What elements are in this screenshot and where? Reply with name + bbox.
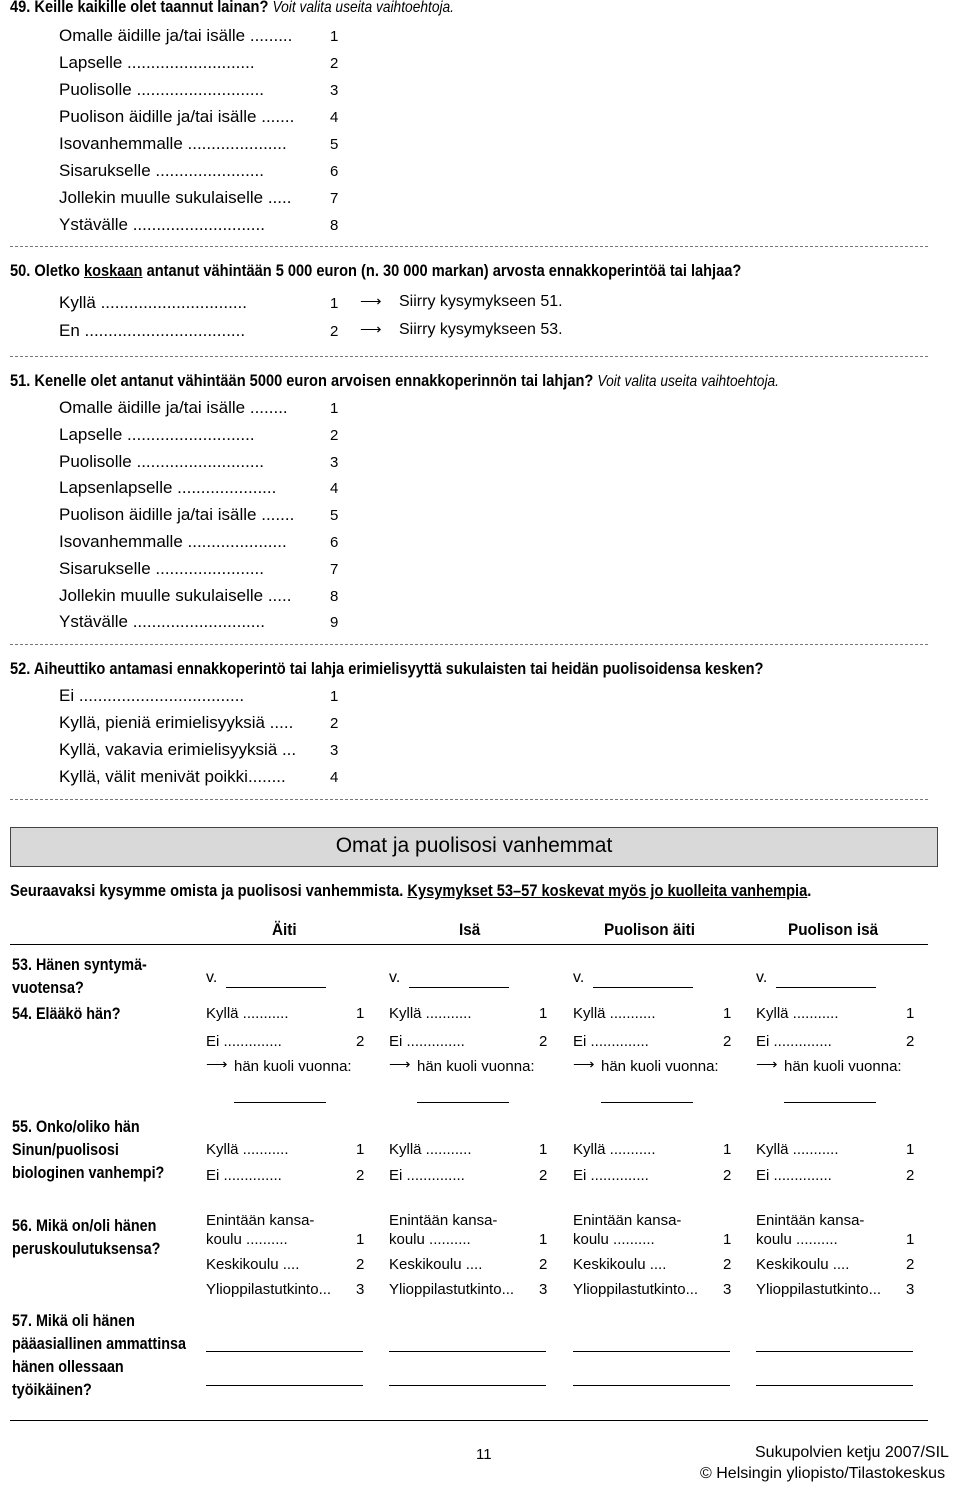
section-header	[10, 827, 938, 867]
option-code[interactable]: 2	[330, 55, 339, 72]
separator	[10, 356, 928, 357]
education-option-1-line1: Enintään kansa-	[756, 1212, 865, 1229]
option-code[interactable]: 8	[330, 217, 339, 234]
q49-heading	[10, 0, 454, 17]
option-code[interactable]: 1	[330, 295, 339, 312]
table-top-rule	[10, 944, 928, 945]
education-option-2: Keskikoulu ....	[756, 1256, 850, 1273]
education-option-1-line2: koulu ..........	[206, 1231, 288, 1248]
birth-year-field[interactable]	[593, 987, 693, 988]
q50-number: 50.	[10, 261, 31, 280]
arrow-right-icon: ⟶	[756, 1056, 778, 1073]
option-label: Puolison äidille ja/tai isälle .......	[59, 107, 295, 126]
column-header-spouse-mother: Puolison äiti	[604, 920, 695, 939]
alive-yes-label: Kyllä ...........	[206, 1005, 289, 1022]
separator	[10, 644, 928, 645]
died-year-field[interactable]	[417, 1102, 509, 1103]
birth-year-prefix: v.	[756, 969, 768, 986]
option-label: Kyllä, välit menivät poikki........	[59, 767, 286, 786]
education-code-1[interactable]: 1	[356, 1231, 365, 1248]
alive-yes-label: Kyllä ...........	[573, 1005, 656, 1022]
died-year-label: hän kuoli vuonna:	[417, 1058, 535, 1075]
option-code[interactable]: 7	[330, 190, 339, 207]
q50-underlined: koskaan	[83, 261, 143, 280]
education-option-3: Ylioppilastutkinto...	[573, 1281, 699, 1298]
biological-yes-code[interactable]: 1	[539, 1141, 548, 1158]
option-label: Lapselle ...........................	[59, 424, 255, 444]
education-option-3: Ylioppilastutkinto...	[206, 1281, 332, 1298]
option-label: Ystävälle ............................	[59, 215, 265, 234]
arrow-right-icon: ⟶	[573, 1056, 595, 1073]
occupation-field-1[interactable]	[206, 1351, 363, 1352]
birth-year-prefix: v.	[573, 969, 585, 986]
option-code[interactable]: 6	[330, 534, 339, 551]
education-option-3: Ylioppilastutkinto...	[756, 1281, 882, 1298]
biological-no-label: Ei ..............	[756, 1167, 832, 1184]
section-header-title: Omat ja puolisosi vanhemmat	[335, 834, 613, 857]
education-option-2: Keskikoulu ....	[389, 1256, 483, 1273]
option-code[interactable]: 1	[330, 688, 339, 705]
option-label: Isovanhemmalle .....................	[59, 134, 287, 153]
q57-label: 57. Mikä oli hänen pääasiallinen ammattinsa hänen ollessaan työikäinen?	[12, 1312, 186, 1399]
intro-text	[10, 881, 811, 901]
alive-no-label: Ei ..............	[206, 1033, 282, 1050]
education-option-1-line1: Enintään kansa-	[206, 1212, 315, 1229]
q51-number: 51.	[10, 371, 31, 390]
q50-pre: Oletko	[34, 261, 80, 280]
column-header-father: Isä	[459, 920, 481, 939]
alive-no-label: Ei ..............	[573, 1033, 649, 1050]
option-label: Ei ...................................	[59, 686, 245, 705]
birth-year-field[interactable]	[776, 987, 876, 988]
birth-year-prefix: v.	[389, 969, 401, 986]
occupation-field-1[interactable]	[573, 1351, 730, 1352]
birth-year-field[interactable]	[226, 987, 326, 988]
biological-no-label: Ei ..............	[573, 1167, 649, 1184]
option-code[interactable]: 3	[330, 453, 339, 471]
q51-text: Kenelle olet antanut vähintään 5000 euron arvoisen ennakkoperinnön tai lahjan?	[34, 371, 594, 390]
education-code-2[interactable]: 2	[356, 1256, 365, 1273]
arrow-right-icon: ⟶	[360, 321, 382, 338]
intro-end: .	[807, 881, 812, 900]
option-label: Lapsenlapselle .....................	[59, 478, 277, 498]
separator	[10, 246, 928, 247]
died-year-field[interactable]	[601, 1102, 693, 1103]
option-label: Kyllä, vakavia erimielisyyksiä ...	[59, 740, 297, 759]
column-header-spouse-father: Puolison isä	[788, 920, 879, 939]
occupation-field-1[interactable]	[389, 1351, 546, 1352]
alive-no-label: Ei ..............	[756, 1033, 832, 1050]
education-code-3[interactable]: 3	[723, 1281, 732, 1298]
option-label: Jollekin muulle sukulaiselle .....	[59, 585, 292, 605]
education-code-1[interactable]: 1	[906, 1231, 915, 1248]
option-label: Puolison äidille ja/tai isälle .......	[59, 505, 295, 525]
option-code[interactable]: 2	[330, 426, 339, 444]
skip-instruction: Siirry kysymykseen 53.	[399, 321, 563, 338]
option-label: Sisarukselle .......................	[59, 161, 265, 180]
biological-yes-label: Kyllä ...........	[756, 1141, 839, 1158]
option-code[interactable]: 4	[330, 769, 339, 786]
page-number: 11	[476, 1446, 492, 1463]
skip-instruction: Siirry kysymykseen 51.	[399, 293, 563, 310]
option-code[interactable]: 5	[330, 507, 339, 525]
occupation-field-2[interactable]	[206, 1385, 363, 1386]
intro-plain: Seuraavaksi kysymme omista ja puolisosi vanhemmista.	[10, 881, 404, 900]
biological-no-label: Ei ..............	[206, 1167, 282, 1184]
q55-label: 55. Onko/oliko hän Sinun/puolisosi biologinen vanhempi?	[12, 1118, 165, 1182]
option-code[interactable]: 2	[330, 323, 339, 340]
option-label: Jollekin muulle sukulaiselle .....	[59, 188, 292, 207]
q54-label: 54. Elääkö hän?	[12, 1005, 121, 1023]
q53-label: 53. Hänen syntymä-vuotensa?	[12, 956, 147, 997]
education-option-1-line2: koulu ..........	[389, 1231, 471, 1248]
alive-no-code[interactable]: 2	[723, 1033, 732, 1050]
biological-yes-label: Kyllä ...........	[206, 1141, 289, 1158]
education-code-1[interactable]: 1	[723, 1231, 732, 1248]
q50-post: antanut vähintään 5 000 euron (n. 30 000 markan) arvosta ennakkoperintöä tai lahjaa?	[146, 261, 742, 280]
died-year-field[interactable]	[784, 1102, 876, 1103]
education-code-3[interactable]: 3	[539, 1281, 548, 1298]
alive-no-label: Ei ..............	[389, 1033, 465, 1050]
education-code-3[interactable]: 3	[906, 1281, 915, 1298]
option-code[interactable]: 6	[330, 163, 339, 180]
died-year-label: hän kuoli vuonna:	[784, 1058, 902, 1075]
education-option-2: Keskikoulu ....	[206, 1256, 300, 1273]
died-year-label: hän kuoli vuonna:	[234, 1058, 352, 1075]
q49-note: Voit valita useita vaihtoehtoja.	[272, 0, 455, 16]
alive-yes-label: Kyllä ...........	[389, 1005, 472, 1022]
education-option-1-line2: koulu ..........	[573, 1231, 655, 1248]
biological-yes-label: Kyllä ...........	[573, 1141, 656, 1158]
table-bottom-rule	[10, 1420, 928, 1421]
occupation-field-1[interactable]	[756, 1351, 913, 1352]
arrow-right-icon: ⟶	[206, 1056, 228, 1073]
option-code[interactable]: 8	[330, 587, 339, 605]
alive-no-code[interactable]: 2	[539, 1033, 548, 1050]
q49-number: 49.	[10, 0, 31, 16]
footer-copyright: © Helsingin yliopisto/Tilastokeskus	[700, 1465, 946, 1482]
option-label: Lapselle ...........................	[59, 53, 255, 72]
option-code[interactable]: 3	[330, 82, 339, 99]
alive-yes-label: Kyllä ...........	[756, 1005, 839, 1022]
biological-no-code[interactable]: 2	[356, 1167, 365, 1184]
footer-title: Sukupolvien ketju 2007/SIL	[755, 1444, 949, 1461]
occupation-field-2[interactable]	[573, 1385, 730, 1386]
education-option-2: Keskikoulu ....	[573, 1256, 667, 1273]
alive-yes-code[interactable]: 1	[356, 1005, 365, 1022]
arrow-right-icon: ⟶	[360, 293, 382, 310]
separator	[10, 799, 928, 800]
alive-no-code[interactable]: 2	[906, 1033, 915, 1050]
option-code[interactable]: 3	[330, 742, 339, 759]
intro-underlined: Kysymykset 53–57 koskevat myös jo kuolleita vanhempia	[407, 881, 808, 900]
biological-yes-label: Kyllä ...........	[389, 1141, 472, 1158]
option-label: Kyllä ...............................	[59, 293, 247, 312]
option-label: Omalle äidille ja/tai isälle ........	[59, 398, 288, 417]
alive-yes-code[interactable]: 1	[539, 1005, 548, 1022]
birth-year-field[interactable]	[409, 987, 509, 988]
education-code-3[interactable]: 3	[356, 1281, 365, 1298]
option-label: Puolisolle ...........................	[59, 451, 265, 471]
option-code[interactable]: 4	[330, 109, 339, 126]
biological-no-code[interactable]: 2	[539, 1167, 548, 1184]
died-year-label: hän kuoli vuonna:	[601, 1058, 719, 1075]
q50-heading	[10, 261, 741, 281]
q52-number: 52.	[10, 659, 31, 678]
option-label: En ..................................	[59, 321, 246, 340]
option-code[interactable]: 4	[330, 480, 339, 498]
option-label: Ystävälle ............................	[59, 612, 265, 632]
biological-no-label: Ei ..............	[389, 1167, 465, 1184]
education-option-1-line1: Enintään kansa-	[573, 1212, 682, 1229]
q56-label: 56. Mikä on/oli hänen peruskoulutuksensa?	[12, 1217, 161, 1258]
education-code-2[interactable]: 2	[906, 1256, 915, 1273]
option-code[interactable]: 7	[330, 560, 339, 578]
q52-heading	[10, 659, 763, 679]
q49-text: Keille kaikille olet taannut lainan?	[34, 0, 269, 16]
option-label: Sisarukselle .......................	[59, 558, 265, 578]
option-code[interactable]: 5	[330, 136, 339, 153]
biological-yes-code[interactable]: 1	[723, 1141, 732, 1158]
option-code[interactable]: 1	[330, 400, 339, 417]
education-code-1[interactable]: 1	[539, 1231, 548, 1248]
option-code[interactable]: 9	[330, 614, 339, 632]
column-header-mother: Äiti	[272, 920, 297, 939]
died-year-field[interactable]	[234, 1102, 326, 1103]
biological-no-code[interactable]: 2	[906, 1167, 915, 1184]
option-code[interactable]: 1	[330, 28, 339, 45]
option-label: Isovanhemmalle .....................	[59, 532, 287, 551]
q51-heading	[10, 371, 779, 391]
biological-yes-code[interactable]: 1	[356, 1141, 365, 1158]
education-option-1-line1: Enintään kansa-	[389, 1212, 498, 1229]
alive-no-code[interactable]: 2	[356, 1033, 365, 1050]
option-label: Omalle äidille ja/tai isälle .........	[59, 26, 293, 45]
occupation-field-2[interactable]	[389, 1385, 546, 1386]
education-option-3: Ylioppilastutkinto...	[389, 1281, 515, 1298]
option-label: Puolisolle ...........................	[59, 80, 265, 99]
q51-note: Voit valita useita vaihtoehtoja.	[597, 373, 779, 390]
biological-no-code[interactable]: 2	[723, 1167, 732, 1184]
birth-year-prefix: v.	[206, 969, 218, 986]
arrow-right-icon: ⟶	[389, 1056, 411, 1073]
option-code[interactable]: 2	[330, 715, 339, 732]
alive-yes-code[interactable]: 1	[723, 1005, 732, 1022]
education-code-2[interactable]: 2	[539, 1256, 548, 1273]
occupation-field-2[interactable]	[756, 1385, 913, 1386]
option-label: Kyllä, pieniä erimielisyyksiä .....	[59, 713, 294, 732]
q52-text: Aiheuttiko antamasi ennakkoperintö tai lahja erimielisyyttä sukulaisten tai heidän puolisoidensa kesken?	[33, 659, 764, 678]
biological-yes-code[interactable]: 1	[906, 1141, 915, 1158]
education-code-2[interactable]: 2	[723, 1256, 732, 1273]
education-option-1-line2: koulu ..........	[756, 1231, 838, 1248]
alive-yes-code[interactable]: 1	[906, 1005, 915, 1022]
